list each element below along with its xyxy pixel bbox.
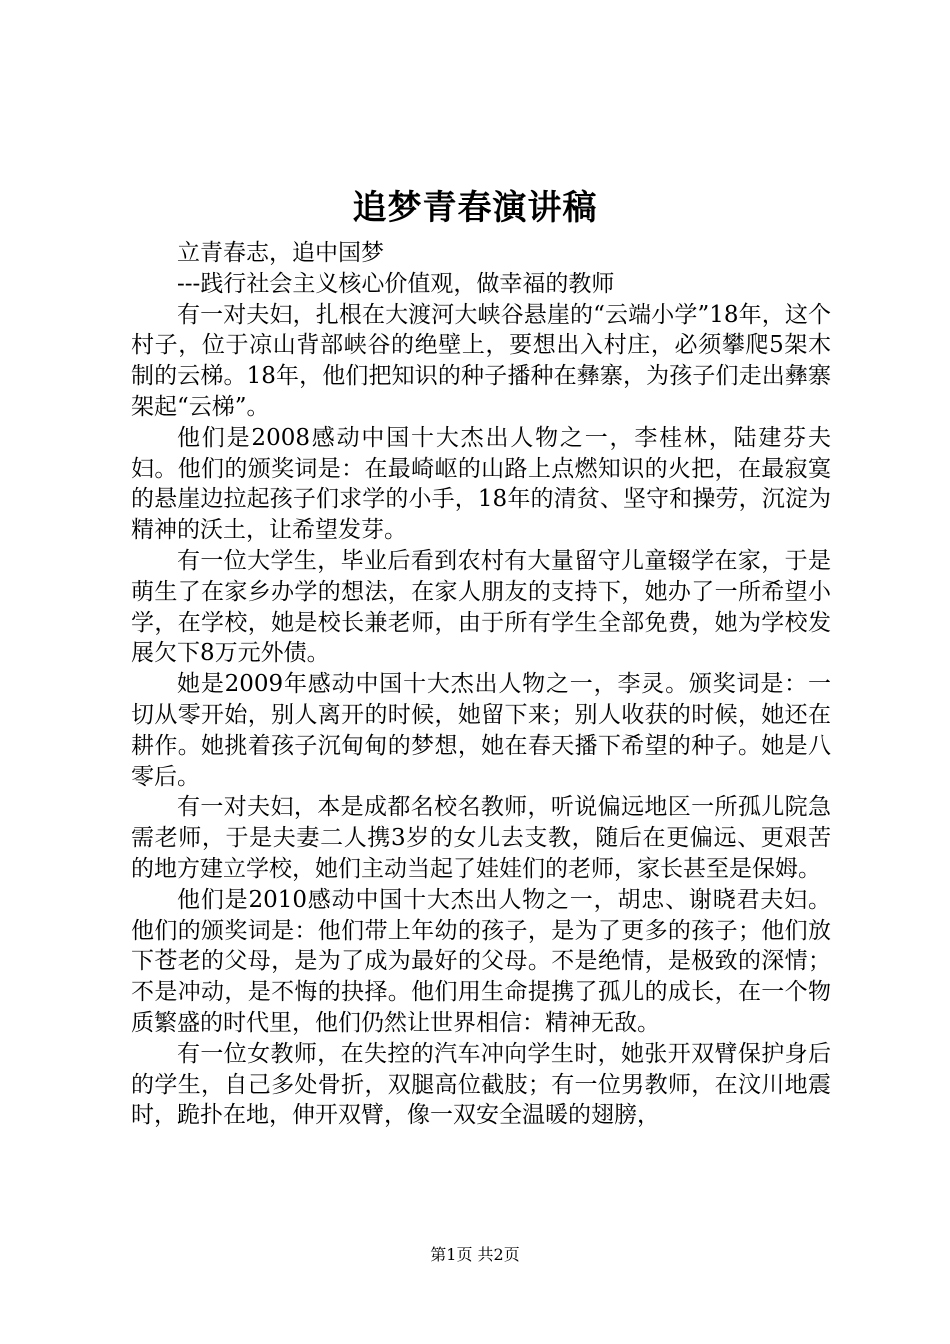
paragraph: 他们是2008感动中国十大杰出人物之一，李桂林，陆建芬夫妇。他们的颁奖词是：在最崎岖的山路上点燃知识的火把，在最寂寞的悬崖边拉起孩子们求学的小手，18年的清贫、坚守和操劳，沉淀为精神的沃土，让希望发芽。: [131, 424, 831, 544]
paragraph: 有一对夫妇，扎根在大渡河大峡谷悬崖的“云端小学”18年，这个村子，位于凉山背部峡谷的绝壁上，要想出入村庄，必须攀爬5架木制的云梯。18年，他们把知识的种子播种在彝寨，为孩子们走出彝寨架起“云梯”。: [131, 301, 831, 420]
paragraph: 她是2009年感动中国十大杰出人物之一，李灵。颁奖词是：一切从零开始，别人离开的时候，她留下来；别人收获的时候，她还在耕作。她挑着孩子沉甸甸的梦想，她在春天播下希望的种子。她是八零后。: [131, 671, 831, 790]
document-title: 追梦青春演讲稿: [352, 188, 598, 228]
document-body: [131, 238, 831, 1131]
page-number-footer: 第1页 共2页: [430, 1245, 520, 1264]
paragraph: ---践行社会主义核心价值观，做幸福的教师: [177, 270, 615, 297]
paragraph: 有一位大学生，毕业后看到农村有大量留守儿童辍学在家，于是萌生了在家乡办学的想法，在家人朋友的支持下，她办了一所希望小学，在学校，她是校长兼老师，由于所有学生全部免费，她为学校发展欠下8万元外债。: [131, 547, 831, 667]
paragraph: 有一位女教师，在失控的汽车冲向学生时，她张开双臂保护身后的学生，自己多处骨折，双腿高位截肢；有一位男教师，在汶川地震时，跪扑在地，伸开双臂，像一双安全温暖的翅膀，: [131, 1040, 831, 1129]
paragraph: 有一对夫妇，本是成都名校名教师，听说偏远地区一所孤儿院急需老师，于是夫妻二人携3岁的女儿去支教，随后在更偏远、更艰苦的地方建立学校，她们主动当起了娃娃们的老师，家长甚至是保姆。: [131, 794, 831, 882]
paragraph: 他们是2010感动中国十大杰出人物之一，胡忠、谢晓君夫妇。他们的颁奖词是：他们带上年幼的孩子，是为了更多的孩子；他们放下苍老的父母，是为了成为最好的父母。不是绝情，是极致的深情；不是冲动，是不悔的抉择。他们用生命提携了孤儿的成长，在一个物质繁盛的时代里，他们仍然让世界相信：精神无敌。: [131, 886, 831, 1036]
paragraph: 立青春志，追中国梦: [177, 240, 384, 266]
